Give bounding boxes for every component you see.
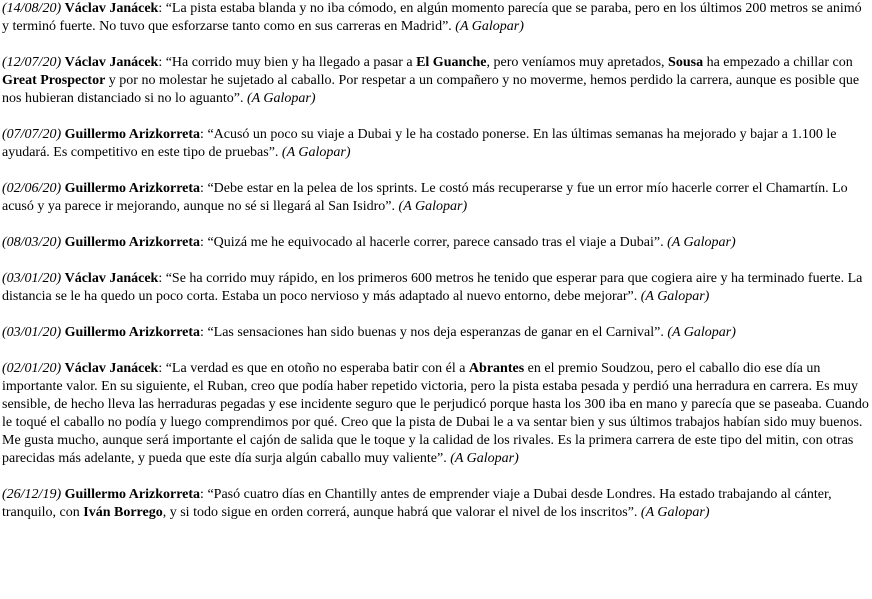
entry-date: (14/08/20) (2, 1, 62, 16)
quote-text: , pero veníamos muy apretados, (486, 55, 669, 70)
source-attribution: (A Galopar) (640, 289, 710, 304)
quote-text: en el premio Soudzou, pero el caballo dio ese día un importante valor. En su siguiente, el Ruban, creo que podía haber repetido victoria, pero la pista estaba pesada y perdió una herradura en carrera. Es muy sensible, de hecho lleva las herraduras pegadas y ese incidente seguro que le perjudicó porque hasta los 300 iba en mano y parecía que se paseaba. Cuando le toqué el caballo no podía y luego comprendimos por qué. Creo que la pista de Dubai le a va sentar bien y sus últimos trabajos habían sido muy buenos. Me gusta mucho, aunque será importante el cajón de salida que le toque y la calidad de los rivales. Es la primera carrera de este tipo del mitin, con otras parecidas más adelante, y pueda que este día surja algún caballo muy valiente”. (2, 361, 869, 466)
speaker-name: Guillermo Arizkorreta (64, 487, 201, 502)
quote-text: “Debe estar en la pelea de los sprints. Le costó más recuperarse y fue un error mío hacerle correr el Chamartín. Lo acusó y ya parece ir mejorando, aunque no sé si llegará al San Isidro”. (2, 181, 848, 214)
speaker-name: Václav Janácek (64, 361, 159, 376)
quote-entry: (03/01/20) Václav Janácek: “Se ha corrido muy rápido, en los primeros 600 metros he tenido que esperar para que cogiera aire y ha terminado fuerte. La distancia se le ha quedo un poco corta. Estaba un poco nervioso y más adaptado al nuevo entorno, debe mejorar”. (A Galopar) (2, 271, 863, 304)
source-attribution: (A Galopar) (667, 235, 736, 250)
speaker-name: Václav Janácek (64, 271, 159, 286)
quote-entry: (12/07/20) Václav Janácek: “Ha corrido muy bien y ha llegado a pasar a El Guanche, pero veníamos muy apretados, Sousa ha empezado a chillar con Great Prospector y por no molestar he sujetado al caballo. Por respetar a un compañero y no moverme, hemos perdido la carrera, aunque es posible que nos hubieran distanciado si no lo aguanto”. (A Galopar) (2, 55, 860, 106)
speaker-name: Václav Janácek (64, 1, 159, 16)
speaker-name: Guillermo Arizkorreta (64, 127, 201, 142)
quote-text: ha empezado a chillar con (703, 55, 853, 70)
speaker-name: Guillermo Arizkorreta (64, 325, 201, 340)
quote-entry: (02/01/20) Václav Janácek: “La verdad es que en otoño no esperaba batir con él a Abrantes en el premio Soudzou, pero el caballo dio ese día un importante valor. En su siguiente, el Ruban, creo que podía haber repetido victoria, pero la pista estaba pesada y perdió una herradura en carrera. Es muy sensible, de hecho lleva las herraduras pegadas y ese incidente seguro que le perjudicó porque hasta los 300 iba en mano y parecía que se paseaba. Cuando le toqué el caballo no podía y luego comprendimos por qué. Creo que la pista de Dubai le a va sentar bien y sus últimos trabajos habían sido muy buenos. Me gusta mucho, aunque será importante el cajón de salida que le toque y la calidad de los rivales. Es la primera carrera de este tipo del mitin, con otras parecidas más adelante, y pueda que este día surja algún caballo muy valiente”. (A Galopar) (2, 361, 869, 466)
quote-entry: (14/08/20) Václav Janácek: “La pista estaba blanda y no iba cómodo, en algún momento parecía que se paraba, pero en los últimos 200 metros se animó y terminó fuerte. No tuvo que esforzarse tanto como en sus carreras en Madrid”. (A Galopar) (2, 1, 862, 34)
quote-text: “La verdad es que en otoño no esperaba batir con él a (165, 361, 469, 376)
quote-text: “La pista estaba blanda y no iba cómodo, en algún momento parecía que se paraba, pero en los últimos 200 metros se animó y terminó fuerte. No tuvo que esforzarse tanto como en sus carreras en Madrid”. (2, 1, 862, 34)
highlighted-name: Iván Borrego (83, 505, 163, 520)
entry-date: (08/03/20) (2, 235, 62, 250)
speaker-name: Guillermo Arizkorreta (64, 235, 201, 250)
quote-entry: (07/07/20) Guillermo Arizkorreta: “Acusó un poco su viaje a Dubai y le ha costado ponerse. En las últimas semanas ha mejorado y bajar a 1.100 le ayudará. Es competitivo en este tipo de pruebas”. (A Galopar) (2, 127, 837, 160)
highlighted-name: Sousa (668, 55, 704, 70)
quote-text: “Se ha corrido muy rápido, en los primeros 600 metros he tenido que esperar para que cogiera aire y ha terminado fuerte. La distancia se le ha quedo un poco corta. Estaba un poco nervioso y más adaptado al nuevo entorno, debe mejorar”. (2, 271, 863, 304)
entry-date: (26/12/19) (2, 487, 62, 502)
source-attribution: (A Galopar) (667, 325, 736, 340)
quote-text: y por no molestar he sujetado al caballo. Por respetar a un compañero y no moverme, hemos perdido la carrera, aunque es posible que nos hubieran distanciado si no lo aguanto”. (2, 73, 860, 106)
speaker-name: Václav Janácek (64, 55, 159, 70)
source-attribution: (A Galopar) (640, 505, 710, 520)
quote-text: “Quizá me he equivocado al hacerle correr, parece cansado tras el viaje a Dubai”. (207, 235, 664, 250)
quote-entry: (08/03/20) Guillermo Arizkorreta: “Quizá me he equivocado al hacerle correr, parece cansado tras el viaje a Dubai”. (A Galopar) (2, 235, 736, 250)
entry-date: (03/01/20) (2, 325, 62, 340)
quote-entry: (03/01/20) Guillermo Arizkorreta: “Las sensaciones han sido buenas y nos deja esperanzas de ganar en el Carnival”. (A Galopar) (2, 325, 736, 340)
source-attribution: (A Galopar) (455, 19, 524, 34)
highlighted-name: El Guanche (416, 55, 487, 70)
quote-entry: (02/06/20) Guillermo Arizkorreta: “Debe estar en la pelea de los sprints. Le costó más recuperarse y fue un error mío hacerle correr el Chamartín. Lo acusó y ya parece ir mejorando, aunque no sé si llegará al San Isidro”. (A Galopar) (2, 181, 848, 214)
speaker-name: Guillermo Arizkorreta (64, 181, 201, 196)
source-attribution: (A Galopar) (246, 91, 316, 106)
quote-entry: (26/12/19) Guillermo Arizkorreta: “Pasó cuatro días en Chantilly antes de emprender viaje a Dubai desde Londres. Ha estado trabajando al cánter, tranquilo, con Iván Borrego, y si todo sigue en orden correrá, aunque habrá que valorar el nivel de los inscritos”. (A Galopar) (2, 487, 832, 520)
entry-date: (02/01/20) (2, 361, 62, 376)
entry-date: (03/01/20) (2, 271, 62, 286)
highlighted-name: Abrantes (468, 361, 525, 376)
quote-text: “Ha corrido muy bien y ha llegado a pasar a (165, 55, 417, 70)
quote-text: “Pasó cuatro días en Chantilly antes de emprender viaje a Dubai desde Londres. Ha estado trabajando al cánter, tranquilo, con (2, 487, 832, 520)
source-attribution: (A Galopar) (281, 145, 351, 160)
entry-date: (02/06/20) (2, 181, 62, 196)
source-attribution: (A Galopar) (450, 451, 519, 466)
entry-date: (07/07/20) (2, 127, 62, 142)
quote-text: “Acusó un poco su viaje a Dubai y le ha costado ponerse. En las últimas semanas ha mejorado y bajar a 1.100 le ayudará. Es competitivo en este tipo de pruebas”. (2, 127, 837, 160)
source-attribution: (A Galopar) (398, 199, 468, 214)
highlighted-name: Great Prospector (2, 73, 106, 88)
entry-date: (12/07/20) (2, 55, 62, 70)
quote-text: “Las sensaciones han sido buenas y nos deja esperanzas de ganar en el Carnival”. (207, 325, 664, 340)
quote-text: , y si todo sigue en orden correrá, aunque habrá que valorar el nivel de los inscritos”. (162, 505, 638, 520)
